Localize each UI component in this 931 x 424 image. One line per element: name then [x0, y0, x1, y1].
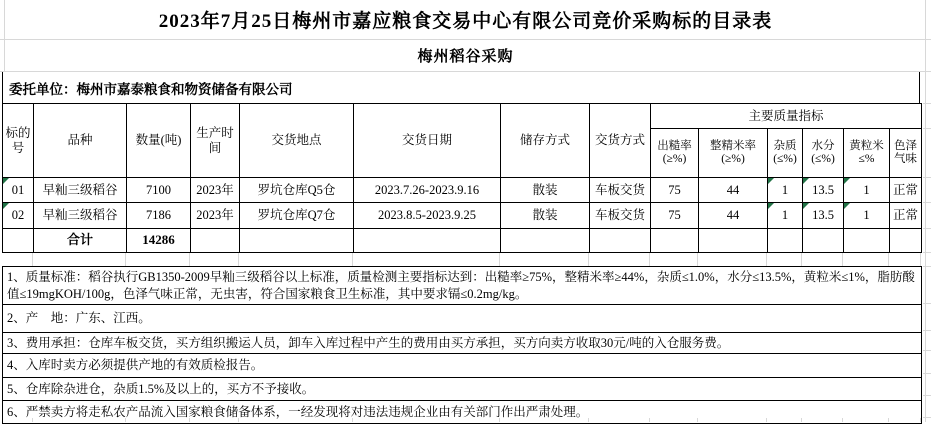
- empty-cell: [501, 229, 590, 253]
- gridline: [923, 266, 931, 267]
- bid-no-cell: 01: [3, 178, 34, 203]
- quality-cell: 75: [651, 203, 699, 229]
- cell-corner-marker: [3, 203, 9, 209]
- gridline: [923, 303, 931, 304]
- quality-cell: 13.5: [803, 178, 844, 203]
- page-title: 2023年7月25日梅州市嘉应粮食交易中心有限公司竞价采购标的目录表: [158, 11, 773, 32]
- col-header-bid-no: 标的号: [3, 104, 34, 178]
- delivery-date-cell: 2023.8.5-2023.9.25: [354, 203, 501, 229]
- quality-cell: 1: [768, 203, 803, 229]
- note-smuggling-ban: 6、严禁卖方将走私农产品流入国家粮食储备体系，一经发现将对违法违规企业由有关部门作出严肃处理。: [3, 401, 922, 424]
- gridline-strip: [2, 253, 921, 266]
- quality-cell: 44: [699, 203, 768, 229]
- gridline: [923, 330, 931, 331]
- empty-cell: [3, 229, 34, 253]
- cell-corner-marker: [768, 203, 774, 209]
- total-quantity-cell: 14286: [127, 229, 191, 253]
- catalog-table: [2, 103, 922, 253]
- note-quality-standard: 1、质量标准：稻谷执行GB1350-2009早籼三级稻谷以上标准，质量检测主要指标达到：出糙率≥75%，整精米率≥44%，杂质≤1.0%，水分≤13.5%，黄粒米≤1%，脂肪酸值≤19mgKOH/100g，色泽气味正常，无虫害，符合国家粮食卫生标准，其中要求镉≤0.2mg/kg。: [3, 267, 922, 305]
- col-header-quantity: 数量(吨): [127, 104, 191, 178]
- consignor-line: 委托单位：梅州市嘉泰粮食和物资储备有限公司: [2, 72, 920, 103]
- quality-cell: 正常: [890, 203, 922, 229]
- col-header-delivery-place: 交货地点: [240, 104, 354, 178]
- quality-cell: 13.5: [803, 203, 844, 229]
- gridline: [923, 350, 931, 351]
- storage-cell: 散装: [501, 203, 590, 229]
- delivery-method-cell: 车板交货: [590, 178, 651, 203]
- note-impurity-rejection: 5、仓库除杂进仓，杂质1.5%及以上的，买方不予接收。: [3, 378, 922, 401]
- cell-corner-marker: [844, 203, 850, 209]
- page-subtitle: 梅州稻谷采购: [417, 49, 514, 65]
- col-header-color-odor: 色泽气味: [890, 129, 922, 178]
- total-row: [3, 229, 922, 253]
- variety-cell: 早籼三级稻谷: [34, 203, 127, 229]
- col-header-yellow-rice: 黄粒米≤%: [844, 129, 890, 178]
- note-cost-bearing: 3、费用承担：仓库车板交货，买方组织搬运人员，卸车入库过程中产生的费用由买方承担，买方向卖方收取30元/吨的入仓服务费。: [3, 333, 922, 354]
- gridline: [923, 373, 931, 374]
- cell-corner-marker: [844, 178, 850, 184]
- cell-corner-marker: [3, 178, 9, 184]
- note-row: [3, 267, 922, 305]
- col-header-variety: 品种: [34, 104, 127, 178]
- gridline: [923, 177, 931, 178]
- production-time-cell: 2023年: [191, 178, 240, 203]
- quantity-cell: 7186: [127, 203, 191, 229]
- gridline: [923, 228, 931, 229]
- gridline: [923, 128, 931, 129]
- delivery-method-cell: 车板交货: [590, 203, 651, 229]
- note-inspection-report: 4、入库时卖方必须提供产地的有效质检报告。: [3, 354, 922, 378]
- quality-cell: 正常: [890, 178, 922, 203]
- empty-cell: [844, 229, 890, 253]
- delivery-place-cell: 罗坑仓库Q5仓: [240, 178, 354, 203]
- empty-cell: [651, 229, 699, 253]
- note-row: [3, 305, 922, 333]
- delivery-date-cell: 2023.7.26-2023.9.16: [354, 178, 501, 203]
- empty-cell: [590, 229, 651, 253]
- gridline-strip: [2, 418, 921, 422]
- total-label-cell: 合计: [34, 229, 127, 253]
- empty-cell: [240, 229, 354, 253]
- gridline: [923, 417, 931, 418]
- col-header-brown-rice-rate: 出糙率(≥%): [651, 129, 699, 178]
- gridline: [925, 0, 926, 422]
- col-header-production-time: 生产时间: [191, 104, 240, 178]
- production-time-cell: 2023年: [191, 203, 240, 229]
- col-header-quality-group: 主要质量指标: [651, 104, 922, 129]
- notes-table: [2, 266, 922, 424]
- col-header-delivery-method: 交货方式: [590, 104, 651, 178]
- col-header-head-rice-rate: 整精米率(≥%): [699, 129, 768, 178]
- note-row: [3, 378, 922, 401]
- note-row: [3, 333, 922, 354]
- note-row: [3, 354, 922, 378]
- gridline: [4, 0, 5, 71]
- cell-corner-marker: [803, 203, 809, 209]
- quality-cell: 1: [844, 203, 890, 229]
- cell-corner-marker: [768, 178, 774, 184]
- empty-cell: [890, 229, 922, 253]
- gridline: [923, 103, 931, 104]
- table-row: [3, 178, 922, 203]
- quantity-cell: 7100: [127, 178, 191, 203]
- delivery-place-cell: 罗坑仓库Q7仓: [240, 203, 354, 229]
- cell-corner-marker: [803, 178, 809, 184]
- col-header-storage-method: 储存方式: [501, 104, 590, 178]
- gridline: [923, 395, 931, 396]
- gridline: [923, 202, 931, 203]
- storage-cell: 散装: [501, 178, 590, 203]
- quality-cell: 1: [844, 178, 890, 203]
- empty-cell: [768, 229, 803, 253]
- col-header-impurity: 杂质(≤%): [768, 129, 803, 178]
- quality-cell: 1: [768, 178, 803, 203]
- bid-no-cell: 02: [3, 203, 34, 229]
- col-header-delivery-date: 交货日期: [354, 104, 501, 178]
- table-row: [3, 203, 922, 229]
- note-origin: 2、产 地：广东、江西。: [3, 305, 922, 333]
- empty-cell: [699, 229, 768, 253]
- empty-cell: [803, 229, 844, 253]
- empty-cell: [191, 229, 240, 253]
- quality-cell: 75: [651, 178, 699, 203]
- variety-cell: 早籼三级稻谷: [34, 178, 127, 203]
- gridline: [923, 252, 931, 253]
- col-header-moisture: 水分(≤%): [803, 129, 844, 178]
- quality-cell: 44: [699, 178, 768, 203]
- empty-cell: [354, 229, 501, 253]
